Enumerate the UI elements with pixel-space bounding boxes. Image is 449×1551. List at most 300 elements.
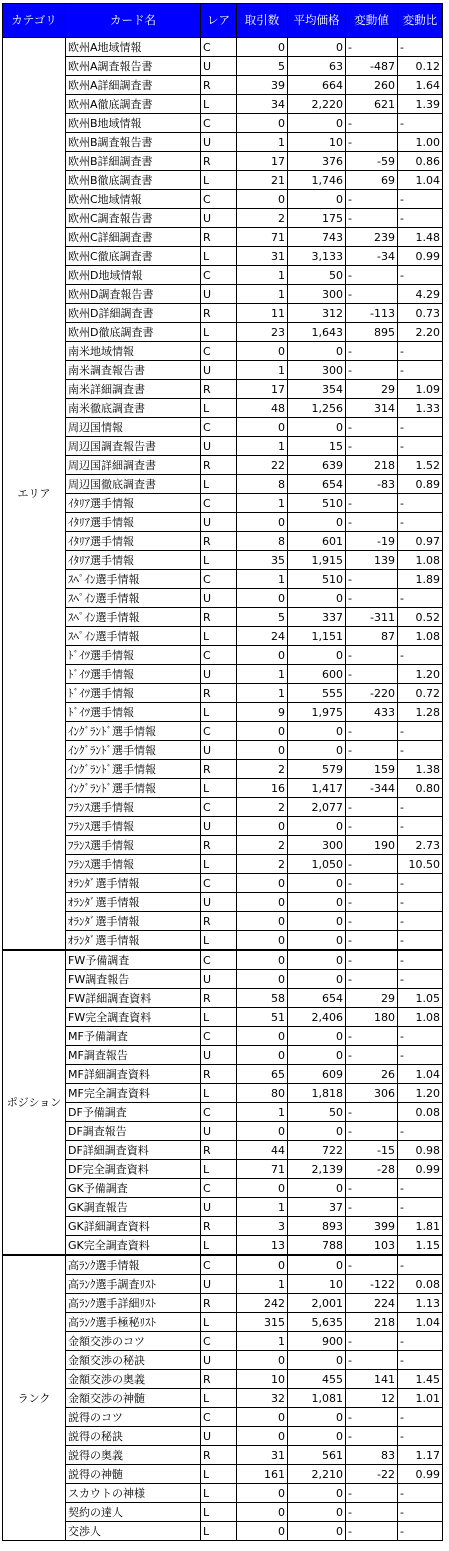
change-ratio-cell: - <box>398 1522 443 1541</box>
card-name-cell: 欧州B地域情報 <box>66 114 201 133</box>
table-row <box>3 1446 443 1465</box>
trade-count-cell: 0 <box>237 741 288 760</box>
rarity-cell: R <box>201 760 237 779</box>
change-ratio-cell: 1.09 <box>398 380 443 399</box>
average-price-cell: 0 <box>288 342 346 361</box>
change-value-cell: - <box>346 570 398 589</box>
rarity-cell: C <box>201 1179 237 1198</box>
average-price-cell: 175 <box>288 209 346 228</box>
rarity-cell: U <box>201 1198 237 1217</box>
change-ratio-cell: - <box>398 1484 443 1503</box>
table-row <box>3 1008 443 1027</box>
rarity-cell: L <box>201 475 237 494</box>
change-value-cell: 621 <box>346 95 398 114</box>
change-value-cell: -113 <box>346 304 398 323</box>
table-row <box>3 836 443 855</box>
rarity-cell: L <box>201 931 237 951</box>
change-value-cell: - <box>346 1027 398 1046</box>
table-row <box>3 1027 443 1046</box>
card-name-cell: 周辺国徹底調査書 <box>66 475 201 494</box>
card-name-cell: 交渉人 <box>66 1522 201 1541</box>
rarity-cell: U <box>201 513 237 532</box>
change-value-cell: - <box>346 133 398 152</box>
trade-count-cell: 71 <box>237 1160 288 1179</box>
change-value-cell: - <box>346 513 398 532</box>
card-name-cell: ﾄﾞｲﾂ選手情報 <box>66 665 201 684</box>
change-ratio-cell: - <box>398 798 443 817</box>
card-name-cell: ｲﾝｸﾞﾗﾝﾄﾞ選手情報 <box>66 779 201 798</box>
average-price-cell: 50 <box>288 1103 346 1122</box>
trade-count-cell: 17 <box>237 380 288 399</box>
change-ratio-cell: - <box>398 1198 443 1217</box>
average-price-cell: 1,746 <box>288 171 346 190</box>
trade-count-cell: 0 <box>237 893 288 912</box>
card-name-cell: ｲﾀﾘｱ選手情報 <box>66 551 201 570</box>
trade-count-cell: 0 <box>237 722 288 741</box>
card-name-cell: ｲﾝｸﾞﾗﾝﾄﾞ選手情報 <box>66 760 201 779</box>
average-price-cell: 0 <box>288 1122 346 1141</box>
change-value-cell: - <box>346 912 398 931</box>
change-ratio-cell: - <box>398 1122 443 1141</box>
table-row <box>3 361 443 380</box>
table-row <box>3 266 443 285</box>
card-name-cell: 欧州C徹底調査書 <box>66 247 201 266</box>
trade-count-cell: 0 <box>237 1122 288 1141</box>
card-name-cell: ｲﾝｸﾞﾗﾝﾄﾞ選手情報 <box>66 741 201 760</box>
trade-count-cell: 0 <box>237 589 288 608</box>
average-price-cell: 1,643 <box>288 323 346 342</box>
change-ratio-cell: - <box>398 589 443 608</box>
card-name-cell: 契約の達人 <box>66 1503 201 1522</box>
average-price-cell: 893 <box>288 1217 346 1236</box>
change-ratio-cell: 0.86 <box>398 152 443 171</box>
trade-count-cell: 8 <box>237 532 288 551</box>
change-ratio-cell: - <box>398 646 443 665</box>
change-ratio-cell: 1.08 <box>398 627 443 646</box>
card-name-cell: 高ﾗﾝｸ選手詳細ﾘｽﾄ <box>66 1294 201 1313</box>
table-row <box>3 1389 443 1408</box>
table-row <box>3 532 443 551</box>
trade-count-cell: 9 <box>237 703 288 722</box>
table-row <box>3 1370 443 1389</box>
card-name-cell: MF詳細調査資料 <box>66 1065 201 1084</box>
change-ratio-cell: 1.20 <box>398 1084 443 1103</box>
card-name-cell: ｵﾗﾝﾀﾞ選手情報 <box>66 874 201 893</box>
change-ratio-cell: - <box>398 209 443 228</box>
card-name-cell: スカウトの神様 <box>66 1484 201 1503</box>
trade-count-cell: 0 <box>237 513 288 532</box>
trade-count-cell: 2 <box>237 798 288 817</box>
card-name-cell: 高ﾗﾝｸ選手調査ﾘｽﾄ <box>66 1275 201 1294</box>
average-price-cell: 0 <box>288 722 346 741</box>
card-name-cell: FW詳細調査資料 <box>66 989 201 1008</box>
change-ratio-cell: 1.04 <box>398 1065 443 1084</box>
change-ratio-cell: - <box>398 418 443 437</box>
trade-count-cell: 0 <box>237 1046 288 1065</box>
table-row <box>3 646 443 665</box>
table-row <box>3 722 443 741</box>
change-value-cell: - <box>346 209 398 228</box>
average-price-cell: 300 <box>288 285 346 304</box>
trade-count-cell: 161 <box>237 1465 288 1484</box>
table-row <box>3 1046 443 1065</box>
change-value-cell: - <box>346 589 398 608</box>
table-row <box>3 551 443 570</box>
trade-count-cell: 0 <box>237 1484 288 1503</box>
average-price-cell: 10 <box>288 133 346 152</box>
trade-count-cell: 0 <box>237 874 288 893</box>
trade-count-cell: 0 <box>237 950 288 970</box>
trade-count-cell: 0 <box>237 970 288 989</box>
change-ratio-cell: 0.08 <box>398 1103 443 1122</box>
table-row <box>3 950 443 970</box>
card-name-cell: 金額交渉の神髄 <box>66 1389 201 1408</box>
table-row <box>3 1065 443 1084</box>
average-price-cell: 5,635 <box>288 1313 346 1332</box>
table-row <box>3 380 443 399</box>
table-row <box>3 1465 443 1484</box>
card-name-cell: 南米地域情報 <box>66 342 201 361</box>
card-name-cell: DF詳細調査資料 <box>66 1141 201 1160</box>
change-ratio-cell: 0.99 <box>398 1465 443 1484</box>
rarity-cell: L <box>201 1160 237 1179</box>
trade-count-cell: 71 <box>237 228 288 247</box>
change-ratio-cell: 1.20 <box>398 665 443 684</box>
average-price-cell: 0 <box>288 874 346 893</box>
change-ratio-cell: 0.73 <box>398 304 443 323</box>
average-price-cell: 300 <box>288 361 346 380</box>
table-row <box>3 247 443 266</box>
change-value-cell: 224 <box>346 1294 398 1313</box>
change-value-cell: 26 <box>346 1065 398 1084</box>
table-row <box>3 171 443 190</box>
change-ratio-cell: 1.04 <box>398 171 443 190</box>
header-change-value: 変動値 <box>346 4 398 38</box>
card-name-cell: 高ﾗﾝｸ選手情報 <box>66 1255 201 1275</box>
change-value-cell: - <box>346 931 398 951</box>
rarity-cell: L <box>201 1484 237 1503</box>
table-row <box>3 1084 443 1103</box>
change-ratio-cell: 0.72 <box>398 684 443 703</box>
rarity-cell: R <box>201 152 237 171</box>
card-name-cell: 説得のコツ <box>66 1408 201 1427</box>
change-ratio-cell: 1.08 <box>398 1008 443 1027</box>
change-ratio-cell: - <box>398 190 443 209</box>
trade-count-cell: 10 <box>237 1370 288 1389</box>
average-price-cell: 1,081 <box>288 1389 346 1408</box>
trade-count-cell: 1 <box>237 285 288 304</box>
table-row <box>3 342 443 361</box>
trade-count-cell: 0 <box>237 817 288 836</box>
change-ratio-cell: 2.73 <box>398 836 443 855</box>
change-value-cell: 12 <box>346 1389 398 1408</box>
change-ratio-cell: - <box>398 342 443 361</box>
trade-count-cell: 0 <box>237 1408 288 1427</box>
change-ratio-cell: - <box>398 817 443 836</box>
rarity-cell: C <box>201 494 237 513</box>
card-name-cell: FW完全調査資料 <box>66 1008 201 1027</box>
table-row <box>3 989 443 1008</box>
trade-count-cell: 0 <box>237 1179 288 1198</box>
card-name-cell: 欧州D地域情報 <box>66 266 201 285</box>
change-ratio-cell: - <box>398 1027 443 1046</box>
average-price-cell: 0 <box>288 1027 346 1046</box>
average-price-cell: 0 <box>288 1046 346 1065</box>
change-value-cell: - <box>346 418 398 437</box>
card-name-cell: 説得の神髄 <box>66 1465 201 1484</box>
table-row <box>3 703 443 722</box>
average-price-cell: 0 <box>288 970 346 989</box>
trade-count-cell: 0 <box>237 1255 288 1275</box>
table-row <box>3 874 443 893</box>
average-price-cell: 561 <box>288 1446 346 1465</box>
rarity-cell: C <box>201 722 237 741</box>
card-name-cell: ｲﾀﾘｱ選手情報 <box>66 513 201 532</box>
average-price-cell: 0 <box>288 190 346 209</box>
card-name-cell: MF調査報告 <box>66 1046 201 1065</box>
change-ratio-cell: 1.38 <box>398 760 443 779</box>
change-ratio-cell: - <box>398 912 443 931</box>
change-ratio-cell: 1.01 <box>398 1389 443 1408</box>
rarity-cell: U <box>201 133 237 152</box>
card-name-cell: ﾄﾞｲﾂ選手情報 <box>66 703 201 722</box>
card-name-cell: GK完全調査資料 <box>66 1236 201 1256</box>
table-row <box>3 741 443 760</box>
change-ratio-cell: - <box>398 1503 443 1522</box>
table-row <box>3 1503 443 1522</box>
trade-count-cell: 1 <box>237 684 288 703</box>
change-value-cell: 29 <box>346 380 398 399</box>
average-price-cell: 1,050 <box>288 855 346 874</box>
card-name-cell: ｽﾍﾟｲﾝ選手情報 <box>66 608 201 627</box>
rarity-cell: C <box>201 798 237 817</box>
change-value-cell: - <box>346 1503 398 1522</box>
rarity-cell: C <box>201 1408 237 1427</box>
change-value-cell: 159 <box>346 760 398 779</box>
change-ratio-cell: 1.28 <box>398 703 443 722</box>
change-ratio-cell: 0.12 <box>398 57 443 76</box>
rarity-cell: R <box>201 1370 237 1389</box>
trade-count-cell: 48 <box>237 399 288 418</box>
rarity-cell: C <box>201 1027 237 1046</box>
trade-count-cell: 1 <box>237 665 288 684</box>
average-price-cell: 579 <box>288 760 346 779</box>
rarity-cell: C <box>201 418 237 437</box>
trade-count-cell: 0 <box>237 38 288 57</box>
table-row <box>3 285 443 304</box>
trade-count-cell: 3 <box>237 1217 288 1236</box>
trade-count-cell: 80 <box>237 1084 288 1103</box>
rarity-cell: U <box>201 57 237 76</box>
average-price-cell: 555 <box>288 684 346 703</box>
average-price-cell: 743 <box>288 228 346 247</box>
change-ratio-cell: - <box>398 1255 443 1275</box>
rarity-cell: U <box>201 437 237 456</box>
trade-count-cell: 315 <box>237 1313 288 1332</box>
rarity-cell: U <box>201 741 237 760</box>
change-value-cell: - <box>346 722 398 741</box>
change-ratio-cell: - <box>398 893 443 912</box>
rarity-cell: R <box>201 456 237 475</box>
trade-count-cell: 16 <box>237 779 288 798</box>
table-row <box>3 152 443 171</box>
average-price-cell: 0 <box>288 646 346 665</box>
table-row <box>3 437 443 456</box>
change-value-cell: - <box>346 646 398 665</box>
card-name-cell: ｽﾍﾟｲﾝ選手情報 <box>66 627 201 646</box>
card-name-cell: 欧州B調査報告書 <box>66 133 201 152</box>
card-name-cell: ﾌﾗﾝｽ選手情報 <box>66 817 201 836</box>
trade-count-cell: 1 <box>237 361 288 380</box>
average-price-cell: 654 <box>288 475 346 494</box>
change-value-cell: - <box>346 437 398 456</box>
trade-count-cell: 0 <box>237 931 288 951</box>
table-row <box>3 931 443 951</box>
change-ratio-cell: - <box>398 513 443 532</box>
rarity-cell: L <box>201 551 237 570</box>
average-price-cell: 2,210 <box>288 1465 346 1484</box>
rarity-cell: R <box>201 836 237 855</box>
trade-count-cell: 1 <box>237 1332 288 1351</box>
card-name-cell: 説得の秘訣 <box>66 1427 201 1446</box>
trade-count-cell: 0 <box>237 1503 288 1522</box>
card-name-cell: ﾌﾗﾝｽ選手情報 <box>66 798 201 817</box>
change-value-cell: -220 <box>346 684 398 703</box>
change-ratio-cell: - <box>398 931 443 951</box>
rarity-cell: L <box>201 247 237 266</box>
change-value-cell: - <box>346 1255 398 1275</box>
change-value-cell: -34 <box>346 247 398 266</box>
average-price-cell: 10 <box>288 1275 346 1294</box>
change-value-cell: - <box>346 893 398 912</box>
average-price-cell: 2,077 <box>288 798 346 817</box>
card-name-cell: 欧州D調査報告書 <box>66 285 201 304</box>
table-row <box>3 893 443 912</box>
table-row <box>3 1160 443 1179</box>
trade-count-cell: 242 <box>237 1294 288 1313</box>
change-value-cell: - <box>346 855 398 874</box>
change-ratio-cell: - <box>398 874 443 893</box>
average-price-cell: 0 <box>288 931 346 951</box>
table-row <box>3 608 443 627</box>
change-value-cell: 139 <box>346 551 398 570</box>
card-name-cell: 欧州B徹底調査書 <box>66 171 201 190</box>
card-name-cell: 南米詳細調査書 <box>66 380 201 399</box>
change-ratio-cell: 10.50 <box>398 855 443 874</box>
card-name-cell: 欧州A地域情報 <box>66 38 201 57</box>
category-cell: エリア <box>3 38 66 951</box>
change-ratio-cell: - <box>398 437 443 456</box>
rarity-cell: C <box>201 1332 237 1351</box>
rarity-cell: U <box>201 361 237 380</box>
change-value-cell: - <box>346 1522 398 1541</box>
table-row <box>3 76 443 95</box>
table-row <box>3 798 443 817</box>
card-name-cell: 周辺国調査報告書 <box>66 437 201 456</box>
trade-count-cell: 0 <box>237 1427 288 1446</box>
table-row <box>3 209 443 228</box>
card-name-cell: 高ﾗﾝｸ選手極秘ﾘｽﾄ <box>66 1313 201 1332</box>
change-value-cell: - <box>346 1408 398 1427</box>
rarity-cell: L <box>201 1465 237 1484</box>
card-name-cell: 金額交渉の奥義 <box>66 1370 201 1389</box>
trade-count-cell: 0 <box>237 1522 288 1541</box>
trade-count-cell: 2 <box>237 209 288 228</box>
rarity-cell: L <box>201 171 237 190</box>
average-price-cell: 664 <box>288 76 346 95</box>
table-body <box>3 38 443 1541</box>
trade-count-cell: 0 <box>237 190 288 209</box>
change-value-cell: 180 <box>346 1008 398 1027</box>
table-row <box>3 1198 443 1217</box>
rarity-cell: C <box>201 950 237 970</box>
average-price-cell: 1,417 <box>288 779 346 798</box>
change-ratio-cell: 1.52 <box>398 456 443 475</box>
average-price-cell: 510 <box>288 570 346 589</box>
change-ratio-cell: - <box>398 722 443 741</box>
rarity-cell: L <box>201 627 237 646</box>
table-row <box>3 1217 443 1236</box>
trade-count-cell: 13 <box>237 1236 288 1256</box>
change-value-cell: - <box>346 874 398 893</box>
average-price-cell: 1,975 <box>288 703 346 722</box>
average-price-cell: 0 <box>288 589 346 608</box>
category-cell: ポジション <box>3 950 66 1255</box>
change-value-cell: -19 <box>346 532 398 551</box>
change-ratio-cell: 1.13 <box>398 1294 443 1313</box>
change-value-cell: -83 <box>346 475 398 494</box>
card-name-cell: 欧州C詳細調査書 <box>66 228 201 247</box>
average-price-cell: 788 <box>288 1236 346 1256</box>
change-ratio-cell: - <box>398 1427 443 1446</box>
change-ratio-cell: 1.64 <box>398 76 443 95</box>
rarity-cell: L <box>201 1313 237 1332</box>
table-row <box>3 684 443 703</box>
rarity-cell: U <box>201 1046 237 1065</box>
rarity-cell: R <box>201 684 237 703</box>
header-category: カテゴリ <box>3 4 66 38</box>
change-value-cell: - <box>346 798 398 817</box>
table-row <box>3 475 443 494</box>
change-value-cell: - <box>346 1332 398 1351</box>
table-row <box>3 304 443 323</box>
rarity-cell: C <box>201 1103 237 1122</box>
card-name-cell: 欧州B詳細調査書 <box>66 152 201 171</box>
table-row <box>3 1141 443 1160</box>
trade-count-cell: 58 <box>237 989 288 1008</box>
card-name-cell: DF予備調査 <box>66 1103 201 1122</box>
change-value-cell: -28 <box>346 1160 398 1179</box>
card-name-cell: GK詳細調査資料 <box>66 1217 201 1236</box>
rarity-cell: L <box>201 703 237 722</box>
trade-count-cell: 0 <box>237 1027 288 1046</box>
average-price-cell: 0 <box>288 1484 346 1503</box>
change-value-cell: - <box>346 38 398 57</box>
trade-count-cell: 0 <box>237 114 288 133</box>
trade-count-cell: 34 <box>237 95 288 114</box>
table-row <box>3 418 443 437</box>
table-row <box>3 855 443 874</box>
average-price-cell: 15 <box>288 437 346 456</box>
change-value-cell: 399 <box>346 1217 398 1236</box>
rarity-cell: R <box>201 1217 237 1236</box>
trade-count-cell: 1 <box>237 570 288 589</box>
trade-count-cell: 1 <box>237 1198 288 1217</box>
change-ratio-cell: - <box>398 1179 443 1198</box>
table-row <box>3 513 443 532</box>
table-row <box>3 1122 443 1141</box>
trade-count-cell: 0 <box>237 418 288 437</box>
